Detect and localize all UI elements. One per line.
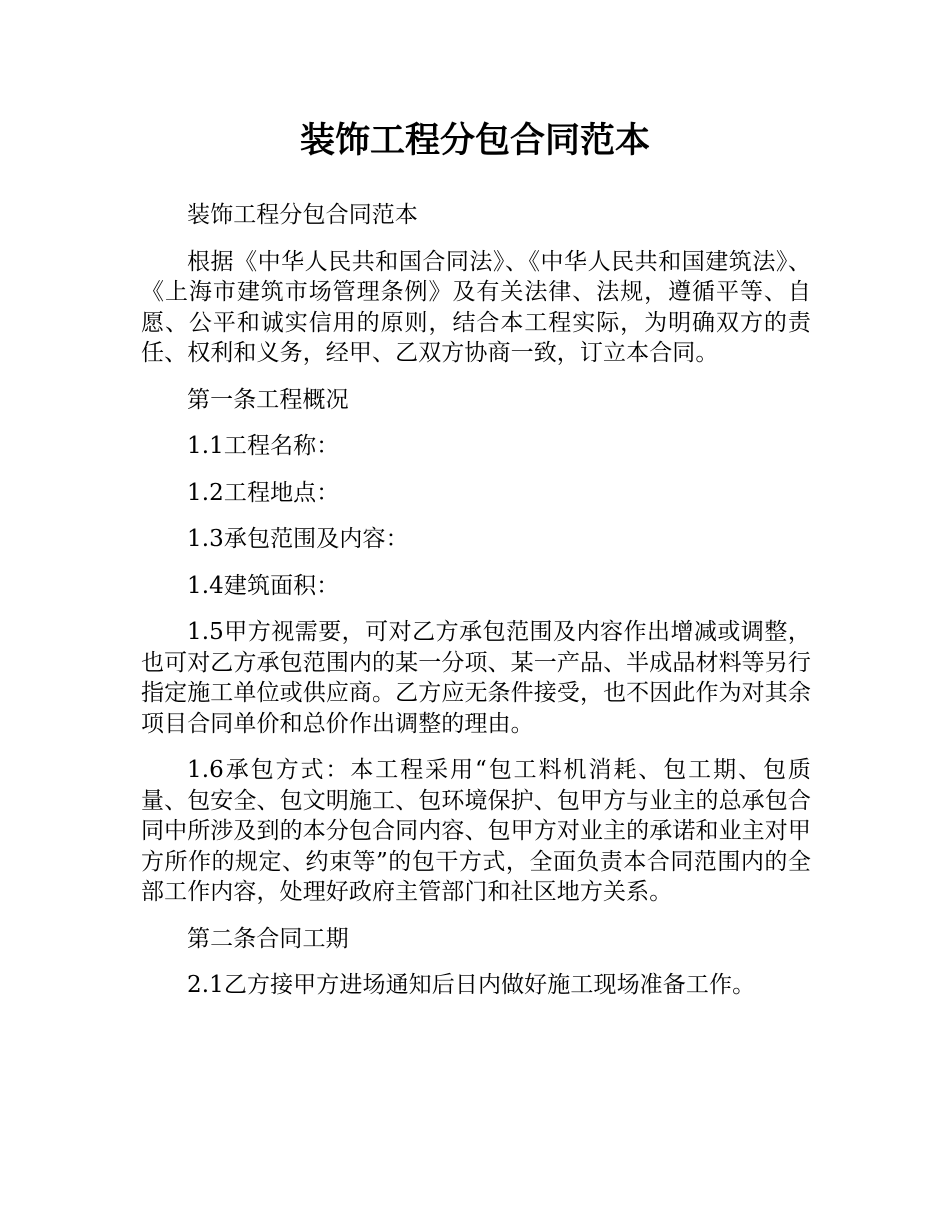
clause-1-5: 1.5甲方视需要，可对乙方承包范围及内容作出增减或调整，也可对乙方承包范围内的某一分项、某一产品、半成品材料等另行指定施工单位或供应商。乙方应无条件接受，也不因此作为对其余项目合同单价和总价作出调整的理由。 — [141, 619, 811, 737]
section-heading-1: 第一条工程概况 — [187, 386, 349, 413]
paragraph-subtitle: 装饰工程分包合同范本 — [187, 202, 418, 228]
paragraph-preamble: 根据《中华人民共和国合同法》、《中华人民共和国建筑法》、《上海市建筑市场管理条例》及有关法律、法规，遵循平等、自愿、公平和诚实信用的原则，结合本工程实际，为明确双方的责任、权利和义务，经甲、乙双方协商一致，订立本合同。 — [141, 248, 811, 366]
clause-1-2: 1.2工程地点： — [187, 479, 340, 506]
document-title: 装饰工程分包合同范本 — [299, 121, 650, 161]
clause-1-4: 1.4建筑面积： — [187, 572, 340, 599]
document-body — [141, 200, 811, 1017]
clause-1-3: 1.3承包范围及内容： — [187, 526, 409, 552]
section-heading-2: 第二条合同工期 — [187, 925, 349, 952]
clause-1-6: 1.6承包方式：本工程采用“包工料机消耗、包工期、包质量、包安全、包文明施工、包环境保护、包甲方与业主的总承包合同中所涉及到的本分包合同内容、包甲方对业主的承诺和业主对甲方所作的规定、约束等”的包干方式，全面负责本合同范围内的全部工作内容，处理好政府主管部门和社区地方关系。 — [141, 757, 811, 905]
clause-1-1: 1.1工程名称： — [187, 433, 340, 459]
clause-2-1: 2.1乙方接甲方进场通知后日内做好施工现场准备工作。 — [187, 972, 756, 998]
